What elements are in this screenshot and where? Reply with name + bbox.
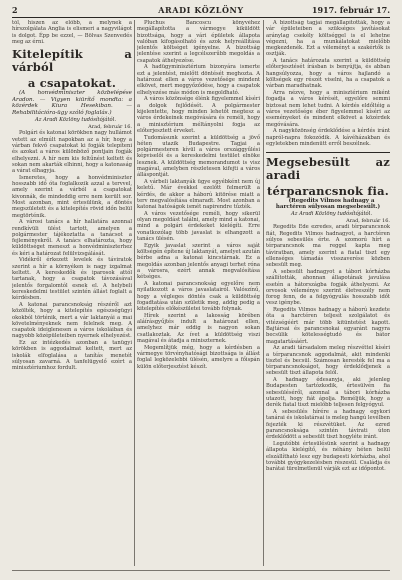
article-paragraph: A sebesült hadnagyot a tábori kórházba szállították, ahonnan állapotának javulása esetén a hátországba fogják áthelyezni. Az orvosok véleménye szerint életveszély nem forog fenn, de a felgyógyulás hosszabb időt vesz igénybe. (266, 268, 390, 307)
article-byline: Az Aradi Közlöny tudósítójától. (291, 211, 372, 218)
article-paragraph: Legutóbbi értesülésünk szerint a hadnagy állapota kielégítő, és néhány héten belül elszállítható lesz egy budapesti kórházba, ahol további gyógykezelésben részesül. Családja és barátai türelmetlenül várják ezt az időpontot. (266, 440, 390, 473)
article-headline-line-1: Megsebesült az aradi (266, 155, 390, 183)
article-paragraph: A tanács határozata szerint a küldöttség előterjesztését írásban is benyújtja, és abban hangsúlyozza, hogy a város hajlandó a költségek egy részét viselni, ha a csapatok a várban maradhatnak. (266, 58, 390, 90)
article-headline-line-2: a csapatokat. (27, 76, 117, 91)
article-paragraph: Ismeretes, hogy a honvédminiszter hosszabb idő óta foglalkozik azzal a tervvel, amely szerint a várból a csapatokat kivonnák, de mindeddig erre nem került sor. Most azonban, mint értesülünk, a döntés megszületett és a kitelepítés rövid időn belül megtörténik. (12, 174, 132, 219)
paper-title: ARADI KÖZLÖNY (158, 5, 244, 15)
page-header (12, 4, 390, 18)
article-paragraph: A sebesülés hírére a hadnagy egykori tanárai és iskolatársai is meleg hangú levélben fejezték ki részvétüket. Az ezred parancsnoksága szintén távirati úton érdeklődött a sebesült tiszt hogyléte iránt. (266, 409, 390, 441)
article-paragraph: A hadügyminisztérium bizonyára ismerte ezt a jelentést, mielőtt döntését meghozta. A határozat ellen a város vezetősége mindent elkövet, mert meggyőződése, hogy a csapatok elhelyezése más módon is megoldható. (137, 64, 260, 96)
article-paragraph: A nagyközönség érdeklődése a kérdés iránt napról-napra fokozódik. A kávéházakban és egyletekben mindenütt erről beszélnek. (266, 128, 390, 147)
article-paragraph: Arra nézve, hogy a minisztérium miként fogadja a város kérését, egyelőre semmi biztosat nem lehet tudni. A kérdés eldőltéig a város vezetősége éber figyelemmel kíséri az eseményeket és mindent elkövet a közérdek megóvására. (266, 90, 390, 128)
article-paragraph: Egyik javaslat szerint a város saját költségén építene új laktanyát, amelyet azután bérbe adna a katonai kincstárnak. Ez a megoldás azonban jelentős anyagi terhet róna a városra, ezért annak megvalósítása kétséges. (137, 242, 260, 281)
column-1 (12, 20, 132, 566)
column-rule (263, 20, 264, 566)
article-subheadline: (Regedits Vilmos hadnagy a harctéren súlyosan megsebesült.) (275, 198, 381, 211)
article-dateline: Arad, február 16. (88, 123, 132, 130)
article-subheadline: (A honvédminiszter közbelépése Aradon. — Vigyen kiürítő mondta: a közérdek Kiura Hesekiban. — Rehabilitációra-ügy szóló foglalás.) (12, 90, 132, 116)
article-paragraph: A katonai parancsnokság egyelőre nem nyilatkozott a város javaslatairól. Valószínű, hogy a végleges döntés csak a küldöttség fogadtatása után születik meg, addig pedig a kitelepítés előkészületei tovább folynak. (137, 280, 260, 313)
article-paragraph: Pluchus Bancoscu könyvéhez megállapította a vármegye kiküldött bizottsága, hogy a vári épületek állapota valóban kifogásolható és azok helyreállítása jelentős költséget igényelne. A bizottság jelentése szerint a legcélszerűbb megoldás a csapatok áthelyezése. (137, 20, 260, 64)
issue-date: 1917. február 17. (311, 5, 390, 15)
article-paragraph: A városi tanács a hír hallatára azonnal rendkívüli ülést tartott, amelyen a polgármester tájékoztatta a tanácsot a fejleményekről. A tanács elhatározta, hogy küldöttséget meneszt a honvédminiszterhez és kéri a határozat felülvizsgálását. (12, 219, 132, 257)
column-rule (134, 20, 135, 566)
article-paragraph: Hírek szerint a lakosság körében aláírásgyűjtés indult a határozat ellen, amelyhez már eddig is nagyon sokan csatlakoztak. Az ívet a küldöttség viszi magával és átadja a miniszternek. (137, 312, 260, 344)
article-headline-line-2: térparancsnok fia. (267, 184, 389, 199)
article-paragraph: Regedits Ede ezredes, aradi térparancsnok fiát, Regedits Vilmos hadnagyot, a harctéren súlyos sebesülés érte. A szomorú hírt a térparancsnok ma reggel kapta meg táviratban, amely szerint a fiatal tiszt egy ellenséges támadás visszaverése közben sebesült meg. (266, 224, 390, 269)
page-number: 2 (12, 5, 18, 15)
column-3 (266, 20, 390, 566)
article-paragraph: A várbeli laktanyák ügye egyébként nem új keletű. Már évekkel ezelőtt felmerült a kérdés, de akkor a háború kitörése miatt a terv megvalósítása elmaradt. Most azonban a katonai hatóságok ismét napirendre tűzték. (137, 178, 260, 211)
article-paragraph: Megemlítjük még, hogy a kérdésben a vármegye törvényhatósági bizottsága is állást foglal legközelebbi ülésén, amelyre a főispán külön előterjesztést készít. (137, 344, 260, 370)
article-paragraph: Regedits Vilmos hadnagy a háború kezdete óta a harctéren teljesít szolgálatot és vitézségéért már több kitüntetést kapott. Bajtársai és parancsnokai egyaránt nagyra becsülik kötelességtudó és bátor magatartásáért. (266, 307, 390, 345)
article-paragraph: Ez az intézkedés azonban a tanügyi körökben is aggodalmat keltett, mert az iskolák elfoglalása a tanítás menetét súlyosan zavarná. A tanfelügyelő ezért a minisztériumhoz fordult. (12, 340, 132, 372)
article-paragraph: A város vezetősége reméli, hogy sikerül olyan megoldást találni, amely mind a katonai, mind a polgári érdekeket kielégíti. Erre vonatkozólag több javaslat is elhangzott a tanács ülésén. (137, 210, 260, 243)
intro-paragraph: tól, hiszen az előbb, a melynek a hírszolgálata Anglia is elismeri a nagyvilágot is dolgot. Épp be ezzel, — Bölvas Szenvedés meg az érni. (12, 20, 132, 45)
article-divider (266, 152, 390, 153)
article-paragraph: A bizottság tagjai megállapították, hogy a vár épületeiben a szükséges javításokat aránylag csekély költséggel is el lehetne végezni, ha a munkálatokat mielőbb megkezdenék. Ezt a véleményt a szakértők is osztják. (266, 20, 390, 58)
article-paragraph: A katonai parancsnokság részéről azt közölték, hogy a kitelepítés egészségügyi okokból történik, mert a vár laktanyái a mai követelményeknek nem felelnek meg. A csapatok ideiglenesen a város iskoláiban és nagyobb középületeiben nyernek elhelyezést. (12, 301, 132, 340)
column-2 (137, 20, 260, 566)
article-paragraph: Polgári és katonai körökben nagy hullámot vetett az elmúlt napokban az a hír, hogy a várban fekvő csapatokat ki fogják telepíteni és azokat a város különböző pontjain fogják elhelyezni. A hír nem kis feltűnést keltett és sokan nem akarták elhinni, hogy a katonaság a várat elhagyja. (12, 130, 132, 175)
article-paragraph: Vidékről érkezett levelek és táviratok szerint a hír a környéken is nagy izgalmat keltett. A kereskedők és iparosok attól tartanak, hogy a csapatok távozásával jelentős forgalomtól esnek el. A helybeli kereskedelmi testület szintén állást foglalt a kérdésben. (12, 257, 132, 302)
article-byline: Az Aradi Közlöny tudósítójától. (35, 116, 116, 123)
article-dateline: Arad, február 16. (346, 217, 390, 224)
page-bottom-rule (12, 570, 390, 571)
article-paragraph: A város közönsége élénk figyelemmel kíséri a dolgok fejlődését. A polgármester kijelentette, hogy minden lehetőt megtesz a város érdekeinek megóvására és reméli, hogy a minisztérium méltányolni fogja az előterjesztett érveket. (137, 96, 260, 134)
article-paragraph: A hadnagy édesanyja, aki jelenleg Budapesten tartózkodik, értesülvén fia sebesüléséről, azonnal a tábori kórházba utazott, hogy fiát ápolja. Reméljük, hogy a derék fiatal tiszt mielőbb teljesen felgyógyul. (266, 377, 390, 409)
article-paragraph: Az aradi társadalom meleg részvéttel kíséri a térparancsnok aggodalmát, akit mindenki tisztel és becsül. Számosan keresték fel ma a térparancsnokságot, hogy érdeklődjenek a sebesült tiszt állapota felől. (266, 345, 390, 377)
article-headline-line-1: Kitelepítik a várból (12, 47, 132, 75)
article-paragraph: Tudomásunk szerint a küldöttség a jövő héten utazik Budapestre. Tagjai a polgármesteren kívül a város országgyűlési képviselői és a kereskedelmi testület elnöke lesznek. A küldöttség memorandumot is visz magával, amelyben részletesen kifejti a város álláspontját. (137, 134, 260, 179)
